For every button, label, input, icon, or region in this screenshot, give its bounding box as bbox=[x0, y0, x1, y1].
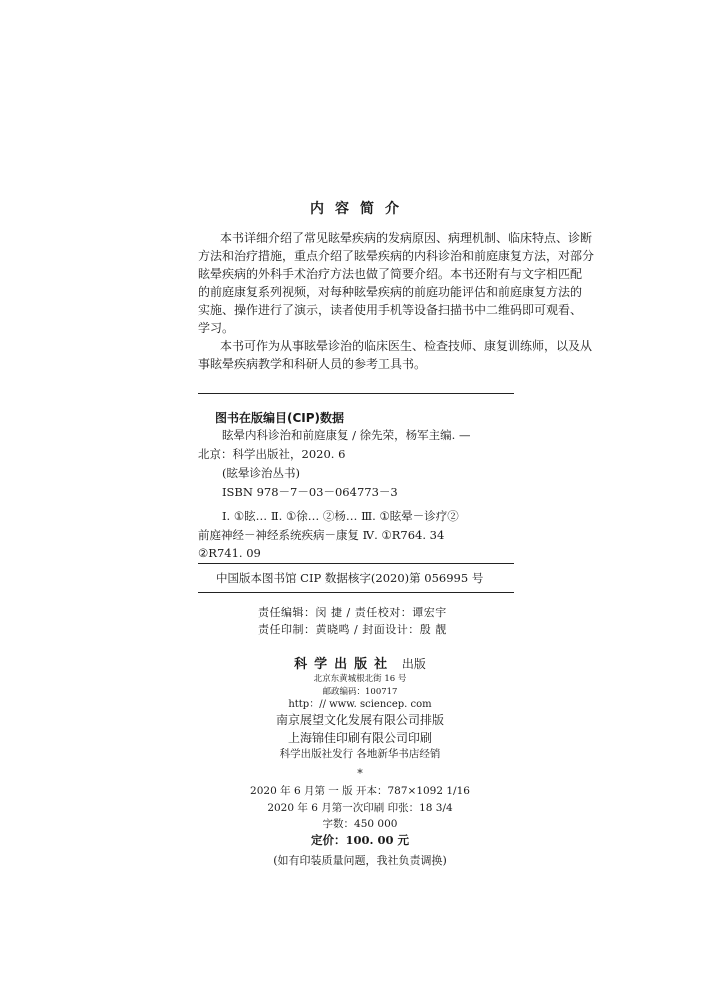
distribution-line: 科学出版社发行 各地新华书店经销 bbox=[279, 748, 441, 760]
intro-title: 内容简介 bbox=[310, 201, 410, 217]
typesetter-line: 南京展望文化发展有限公司排版 bbox=[275, 713, 444, 727]
cip-subject-line-1: Ⅰ. ①眩… Ⅱ. ①徐… ②杨… Ⅲ. ①眩晕－诊疗② bbox=[222, 509, 459, 523]
cip-isbn: ISBN 978－7－03－064773－3 bbox=[222, 485, 398, 499]
credits-line-1: 责任编辑：闵 捷 / 责任校对：谭宏宇 bbox=[258, 606, 447, 619]
print-line: 2020 年 6 月第一次印刷 印张：18 3/4 bbox=[267, 802, 453, 814]
cip-series: (眩晕诊治丛书) bbox=[222, 466, 300, 480]
intro-line-7: 本书可作为从事眩晕诊治的临床医生、检查技师、康复训练师，以及从 bbox=[220, 339, 593, 353]
separator-asterisk: * bbox=[357, 767, 363, 780]
credits-line-2: 责任印制：黄晓鸣 / 封面设计：殷 靓 bbox=[258, 623, 447, 636]
quality-notice: (如有印装质量问题，我社负责调换) bbox=[273, 854, 447, 867]
intro-line-3: 眩晕疾病的外科手术治疗方法也做了简要介绍。本书还附有与文字相匹配 bbox=[198, 267, 583, 281]
cip-cataloging-note: 中国版本图书馆 CIP 数据核字(2020)第 056995 号 bbox=[216, 571, 484, 585]
intro-line-8: 事眩晕疾病教学和科研人员的参考工具书。 bbox=[198, 357, 427, 371]
intro-line-6: 学习。 bbox=[198, 321, 235, 335]
cip-entry-line-2: 北京：科学出版社，2020. 6 bbox=[198, 447, 346, 461]
intro-line-1: 本书详细介绍了常见眩晕疾病的发病原因、病理机制、临床特点、诊断 bbox=[220, 231, 593, 245]
intro-line-2: 方法和治疗措施，重点介绍了眩晕疾病的内科诊治和前庭康复方法，对部分 bbox=[198, 249, 595, 263]
intro-line-4: 的前庭康复系列视频，对每种眩晕疾病的前庭功能评估和前庭康复方法的 bbox=[198, 285, 583, 299]
cip-subject-line-3: ②R741. 09 bbox=[198, 546, 261, 560]
publisher-suffix: 出版 bbox=[401, 657, 426, 671]
printer-line: 上海锦佳印刷有限公司印刷 bbox=[287, 731, 432, 745]
intro-line-5: 实施、操作进行了演示，读者使用手机等设备扫描书中二维码即可观看、 bbox=[198, 303, 583, 317]
edition-line: 2020 年 6 月第 一 版 开本：787×1092 1/16 bbox=[250, 785, 470, 797]
cip-heading: 图书在版编目(CIP)数据 bbox=[215, 411, 345, 425]
price: 定价：100. 00 元 bbox=[310, 833, 410, 847]
publisher-address: 北京东黄城根北街 16 号 bbox=[313, 674, 407, 684]
cip-bottom-rule bbox=[198, 592, 514, 593]
publisher-postcode: 邮政编码：100717 bbox=[322, 687, 398, 697]
cip-subject-line-2: 前庭神经－神经系统疾病－康复 Ⅳ. ①R764. 34 bbox=[198, 528, 445, 542]
cip-middle-rule bbox=[198, 563, 514, 564]
cip-entry-line-1: 眩晕内科诊治和前庭康复 / 徐先荣，杨军主编. — bbox=[222, 428, 471, 442]
publisher-website: http：// www. sciencep. com bbox=[288, 699, 432, 710]
publisher-logo: 科学出版社 bbox=[294, 657, 395, 672]
cip-top-rule bbox=[198, 393, 514, 394]
word-count: 字数：450 000 bbox=[322, 818, 398, 830]
publisher-line bbox=[0, 653, 720, 672]
